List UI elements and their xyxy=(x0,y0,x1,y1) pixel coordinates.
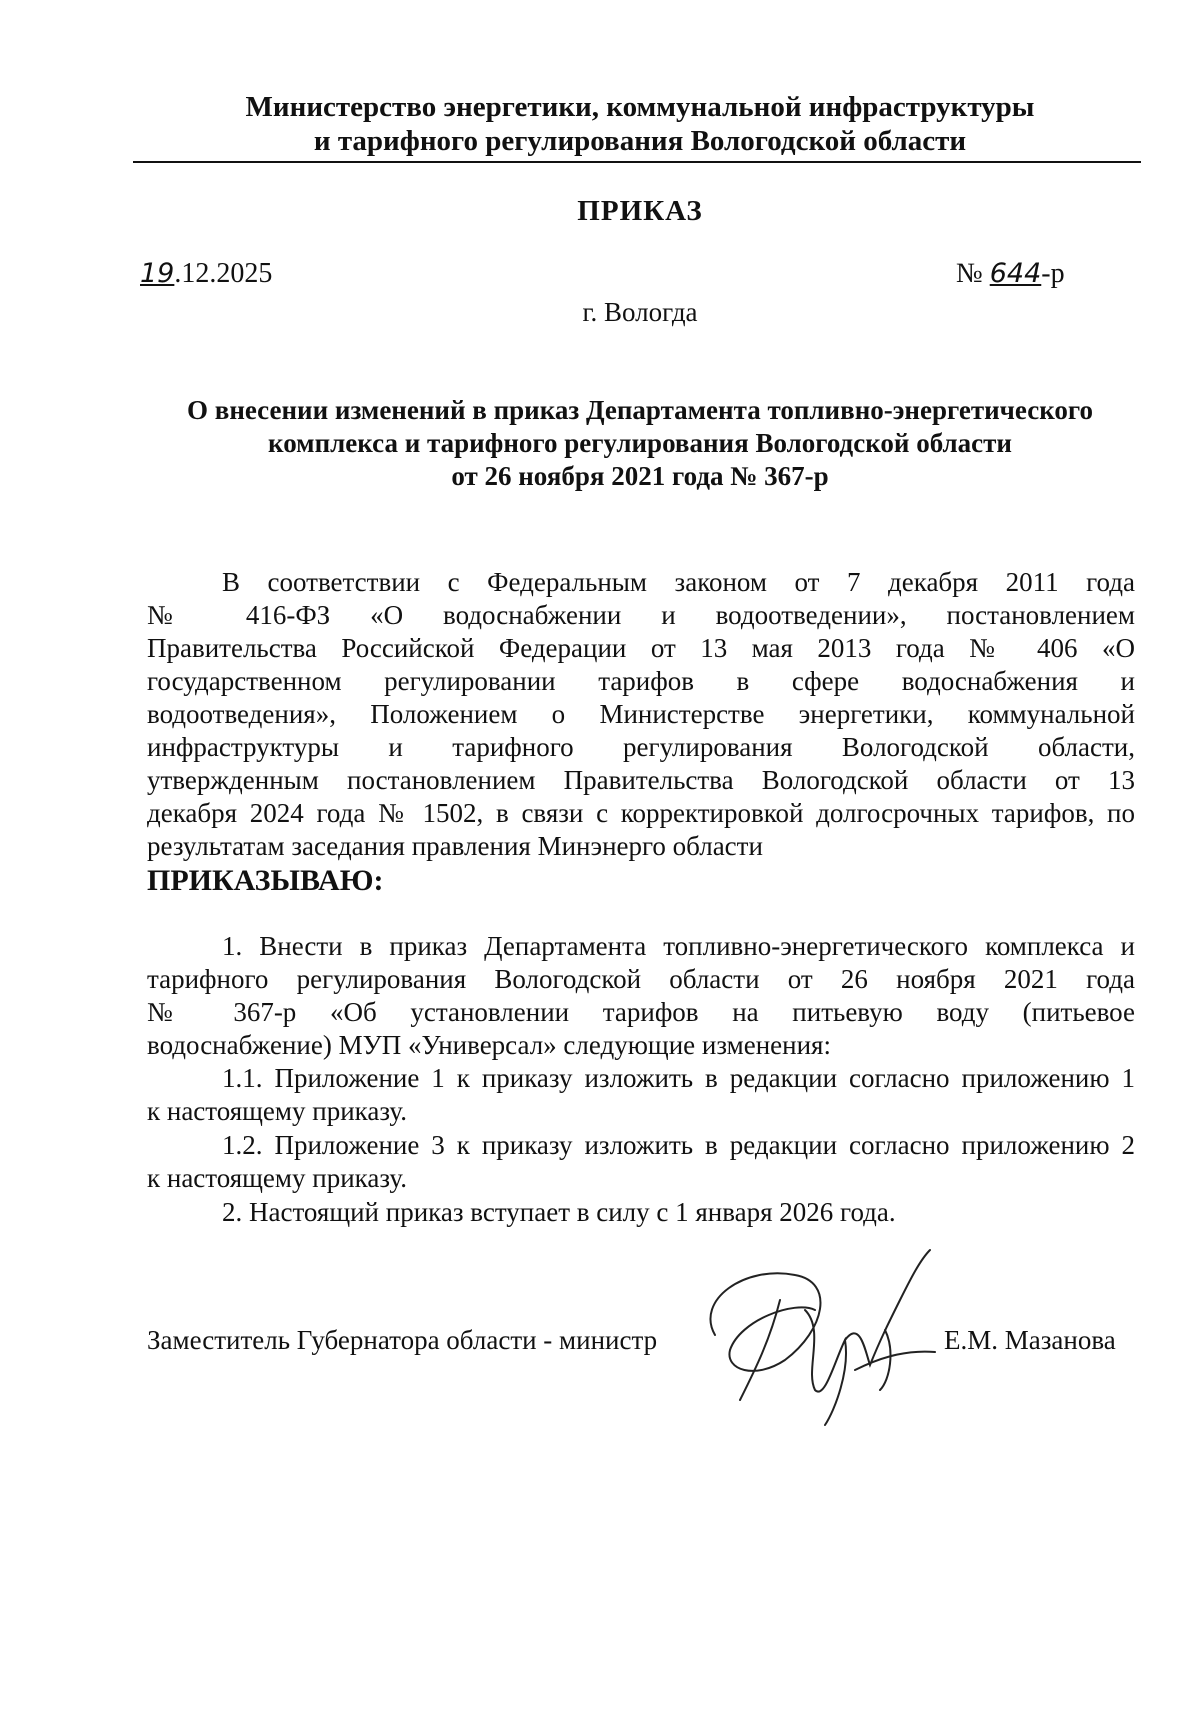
preamble-line: № 416-ФЗ «О водоснабжении и водоотведении», постановлением xyxy=(147,600,1135,630)
doc-type: ПРИКАЗ xyxy=(577,195,703,227)
item1-2-line: к настоящему приказу. xyxy=(147,1163,407,1193)
number-handwritten: 644 xyxy=(989,258,1042,289)
number-prefix: № xyxy=(956,258,990,289)
item1-line: водоснабжение) МУП «Универсал» следующие изменения: xyxy=(147,1030,831,1060)
org-name-line1: Министерство энергетики, коммунальной инфраструктуры xyxy=(245,91,1035,123)
date-rest: .12.2025 xyxy=(174,258,273,289)
preamble-line: В соответствии с Федеральным законом от 7 декабря 2011 года xyxy=(222,567,1135,597)
preamble-line: результатам заседания правления Минэнерго области xyxy=(147,831,763,861)
signer-position: Заместитель Губернатора области - министр xyxy=(147,1325,658,1355)
preamble-line: утвержденным постановлением Правительства Вологодской области от 13 xyxy=(147,765,1135,795)
city: г. Вологда xyxy=(582,297,698,327)
preamble-line: декабря 2024 года № 1502, в связи с корректировкой долгосрочных тарифов, по xyxy=(147,798,1135,828)
handwritten-signature xyxy=(685,1240,945,1430)
subject-line1: О внесении изменений в приказ Департамента топливно-энергетического xyxy=(186,395,1093,425)
signer-name: Е.М. Мазанова xyxy=(944,1325,1116,1355)
preamble-line: инфраструктуры и тарифного регулирования Вологодской области, xyxy=(147,732,1135,762)
preamble-line: государственном регулировании тарифов в сфере водоснабжения и xyxy=(147,666,1135,696)
item1-line: 1. Внести в приказ Департамента топливно-энергетического комплекса и xyxy=(222,931,1135,961)
item1-1-line: к настоящему приказу. xyxy=(147,1096,407,1126)
item2-line: 2. Настоящий приказ вступает в силу с 1 января 2026 года. xyxy=(222,1197,896,1227)
preamble-line: Правительства Российской Федерации от 13 мая 2013 года № 406 «О xyxy=(147,633,1135,663)
preamble-line: водоотведения», Положением о Министерстве энергетики, коммунальной xyxy=(147,699,1135,729)
item1-2-line: 1.2. Приложение 3 к приказу изложить в редакции согласно приложению 2 xyxy=(222,1130,1135,1160)
header-rule xyxy=(133,161,1141,163)
date-day-handwritten: 19 xyxy=(140,258,175,289)
item1-line: тарифного регулирования Вологодской области от 26 ноября 2021 года xyxy=(147,964,1135,994)
org-name-line2: и тарифного регулирования Вологодской области xyxy=(313,125,967,157)
item1-1-line: 1.1. Приложение 1 к приказу изложить в редакции согласно приложению 1 xyxy=(222,1063,1135,1093)
decree-word: ПРИКАЗЫВАЮ: xyxy=(147,864,384,897)
doc-number xyxy=(956,258,1065,290)
subject-line2: комплекса и тарифного регулирования Вологодской области xyxy=(268,428,1012,458)
item1-line: № 367-р «Об установлении тарифов на питьевую воду (питьевое xyxy=(147,997,1135,1027)
number-suffix: -р xyxy=(1041,258,1065,289)
doc-date xyxy=(140,258,272,290)
subject-line3: от 26 ноября 2021 года № 367-р xyxy=(451,461,829,491)
